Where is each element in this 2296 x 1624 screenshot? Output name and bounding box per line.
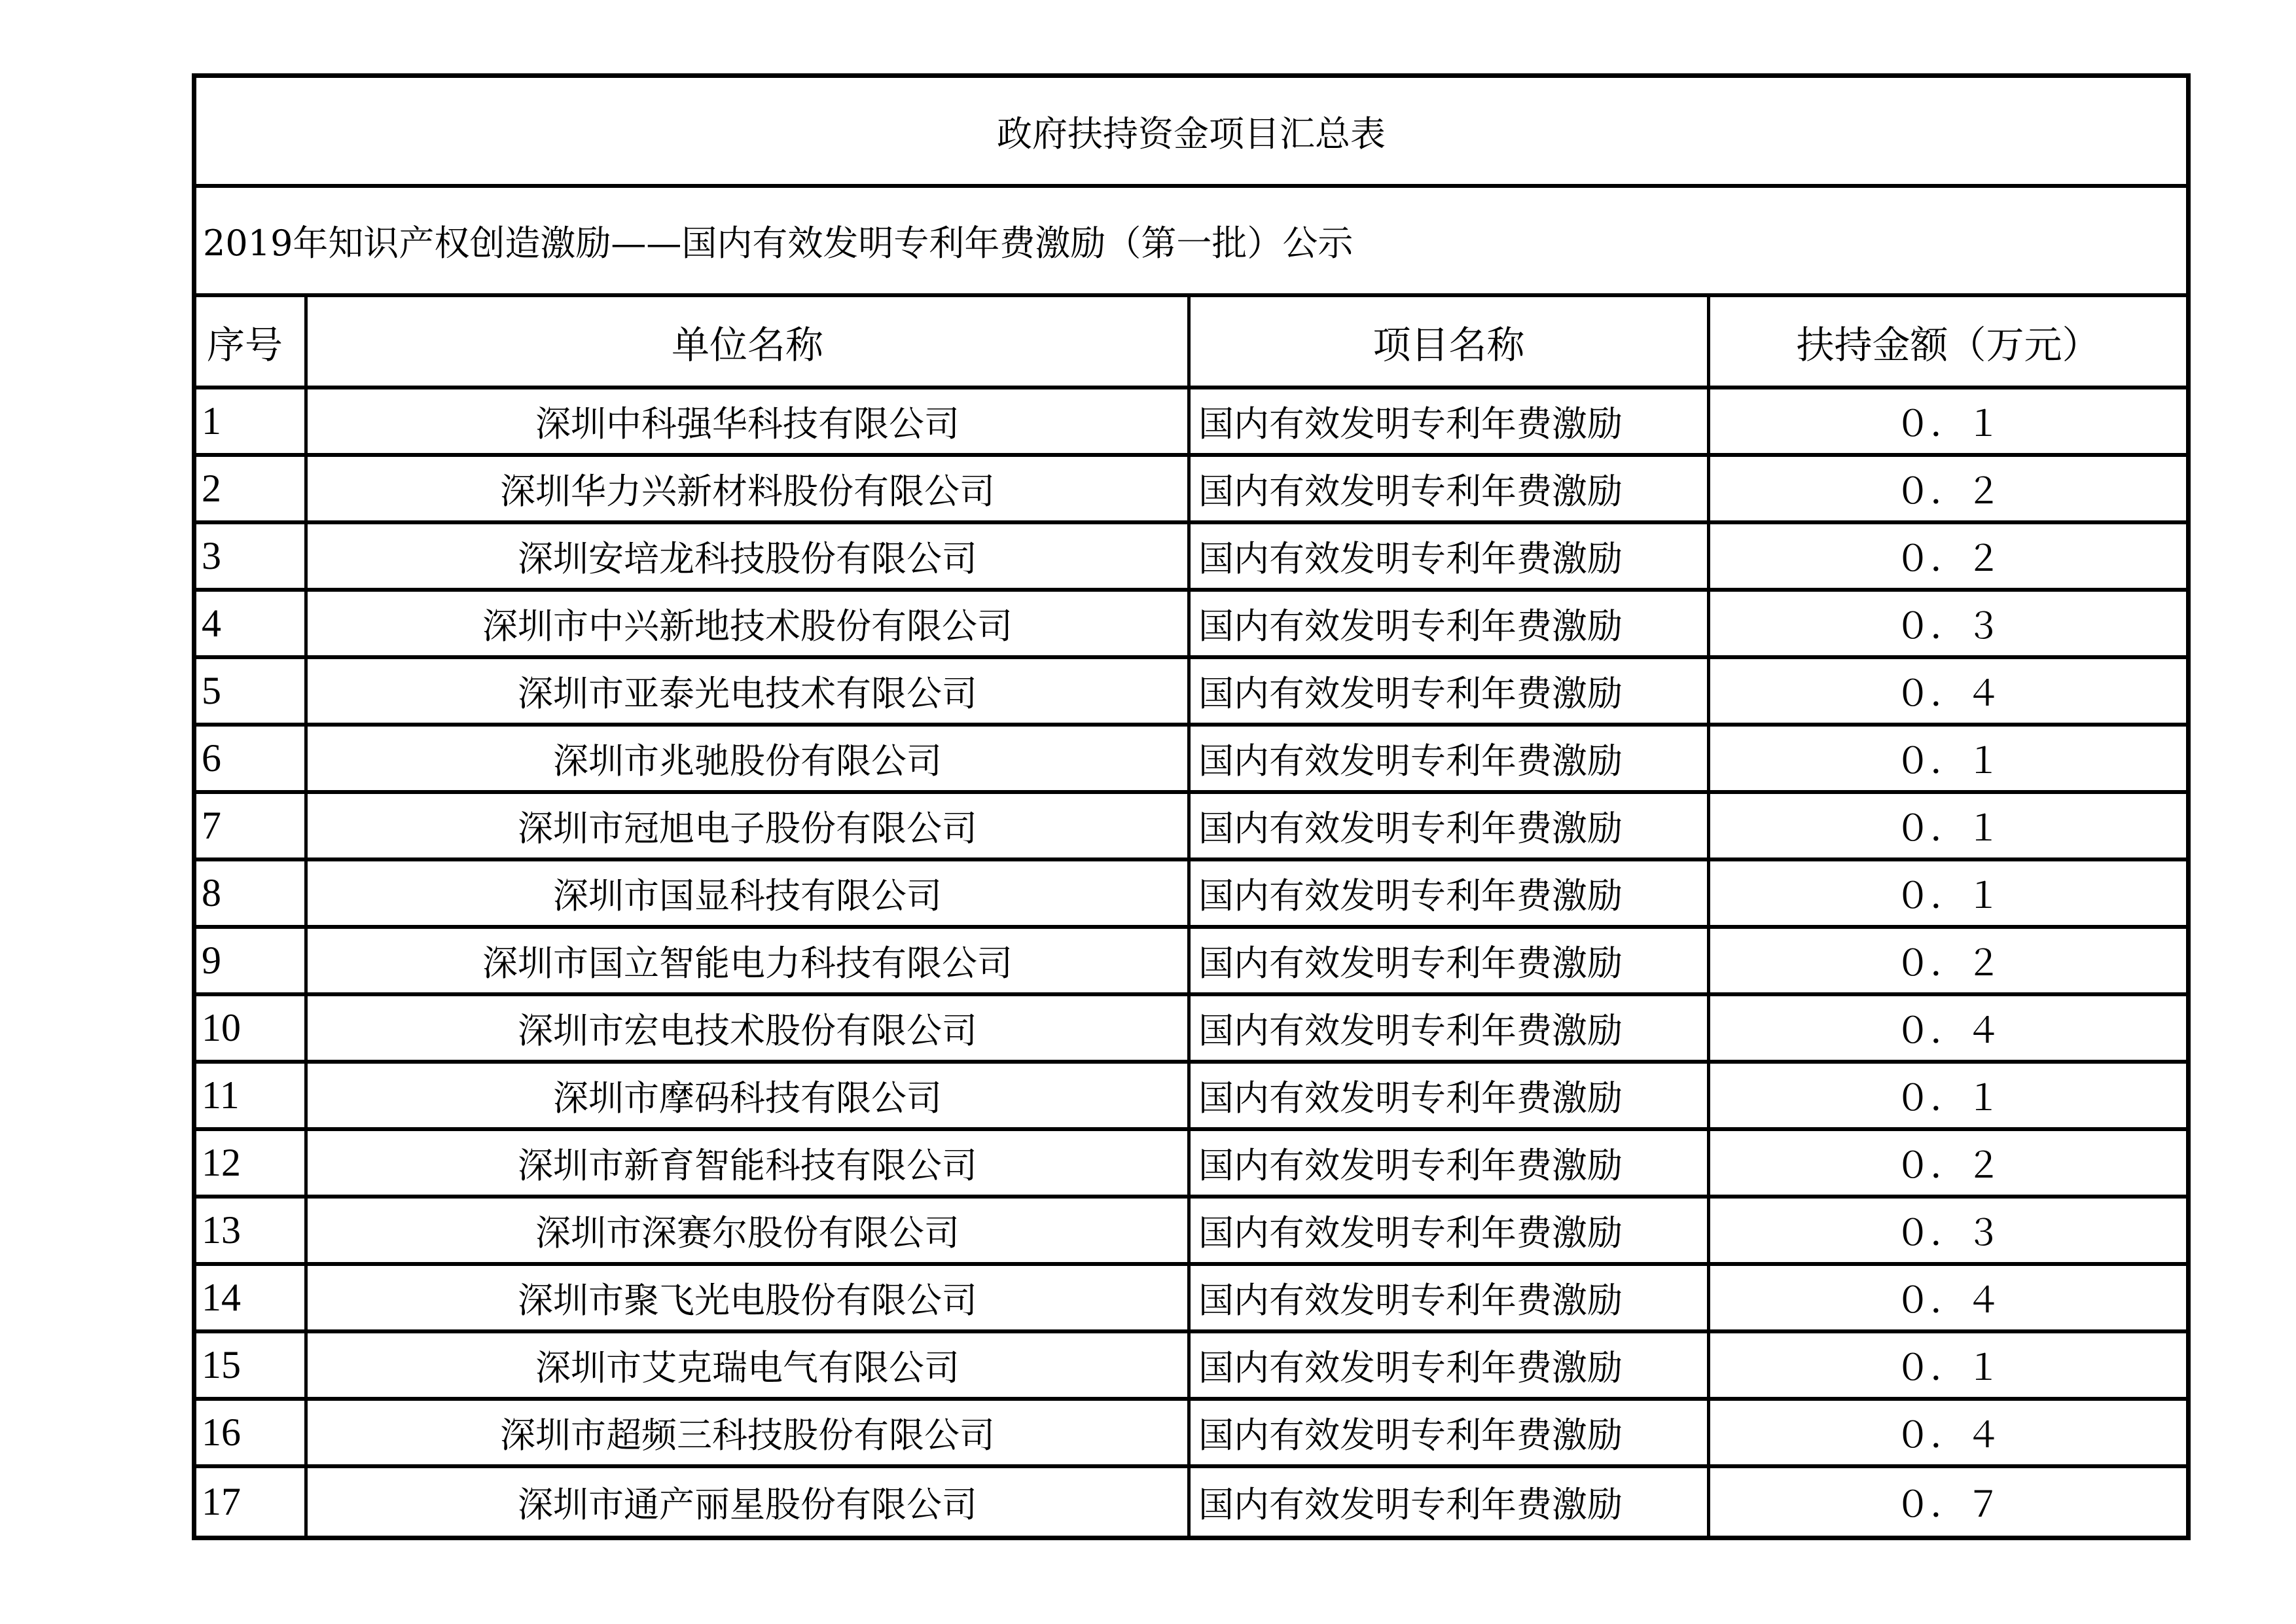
- row-unit-name: 深圳市摩码科技有限公司: [308, 1064, 1191, 1127]
- row-amount: ０．２: [1895, 943, 2001, 984]
- row-amount: ０．４: [1895, 1280, 2001, 1321]
- row-index: 6: [196, 727, 308, 790]
- row-project-name: 国内有效发明专利年费激励: [1191, 1468, 1710, 1536]
- table-title: 政府扶持资金项目汇总表: [997, 113, 1386, 154]
- table-row: [196, 861, 2186, 929]
- table-subtitle: 2019年知识产权创造激励——国内有效发明专利年费激励（第一批）公示: [203, 223, 1354, 264]
- row-project-name: 国内有效发明专利年费激励: [1191, 1199, 1710, 1262]
- row-amount: ０．４: [1895, 1415, 2001, 1456]
- row-project-name: 国内有效发明专利年费激励: [1191, 592, 1710, 655]
- row-index: 8: [196, 861, 308, 925]
- table-row: [196, 794, 2186, 861]
- table-row: [196, 524, 2186, 592]
- row-amount: ０．７: [1895, 1484, 2001, 1525]
- row-project-name: 国内有效发明专利年费激励: [1191, 996, 1710, 1060]
- funding-summary-table: [192, 73, 2191, 1540]
- table-row: [196, 1468, 2186, 1536]
- table-row: [196, 1199, 2186, 1266]
- row-amount: ０．１: [1895, 740, 2001, 782]
- row-project-name: 国内有效发明专利年费激励: [1191, 1333, 1710, 1397]
- row-index: 1: [196, 389, 308, 453]
- row-index: 9: [196, 929, 308, 992]
- header-project-name: 项目名称: [1191, 297, 1710, 386]
- row-index: 16: [196, 1401, 308, 1464]
- row-amount: ０．１: [1895, 808, 2001, 849]
- table-row: [196, 1266, 2186, 1333]
- row-project-name: 国内有效发明专利年费激励: [1191, 1131, 1710, 1195]
- table-row: [196, 1401, 2186, 1468]
- table-row: [196, 996, 2186, 1064]
- row-index: 12: [196, 1131, 308, 1195]
- row-unit-name: 深圳华力兴新材料股份有限公司: [308, 457, 1191, 520]
- table-row: [196, 659, 2186, 727]
- row-unit-name: 深圳市宏电技术股份有限公司: [308, 996, 1191, 1060]
- table-title-row: [196, 78, 2186, 188]
- row-unit-name: 深圳市中兴新地技术股份有限公司: [308, 592, 1191, 655]
- table-subtitle-row: [196, 188, 2186, 297]
- row-unit-name: 深圳市新育智能科技有限公司: [308, 1131, 1191, 1195]
- row-amount: ０．４: [1895, 1010, 2001, 1051]
- row-index: 11: [196, 1064, 308, 1127]
- row-project-name: 国内有效发明专利年费激励: [1191, 524, 1710, 588]
- table-row: [196, 592, 2186, 659]
- column-header-row: [196, 297, 2186, 389]
- table-row: [196, 1131, 2186, 1199]
- row-project-name: 国内有效发明专利年费激励: [1191, 389, 1710, 453]
- row-project-name: 国内有效发明专利年费激励: [1191, 1401, 1710, 1464]
- row-amount: ０．１: [1895, 1077, 2001, 1119]
- table-row: [196, 1064, 2186, 1131]
- row-unit-name: 深圳市超频三科技股份有限公司: [308, 1401, 1191, 1464]
- row-amount: ０．２: [1895, 471, 2001, 512]
- row-unit-name: 深圳市国显科技有限公司: [308, 861, 1191, 925]
- row-unit-name: 深圳市兆驰股份有限公司: [308, 727, 1191, 790]
- table-row: [196, 389, 2186, 457]
- row-unit-name: 深圳市深赛尔股份有限公司: [308, 1199, 1191, 1262]
- row-index: 14: [196, 1266, 308, 1329]
- row-unit-name: 深圳市聚飞光电股份有限公司: [308, 1266, 1191, 1329]
- row-index: 17: [196, 1468, 308, 1536]
- row-amount: ０．３: [1895, 605, 2001, 647]
- header-unit-name: 单位名称: [308, 297, 1191, 386]
- header-index: 序号: [196, 297, 308, 386]
- header-amount: 扶持金额（万元）: [1796, 322, 2100, 367]
- row-unit-name: 深圳市通产丽星股份有限公司: [308, 1468, 1191, 1536]
- table-row: [196, 1333, 2186, 1401]
- row-amount: ０．４: [1895, 673, 2001, 714]
- row-project-name: 国内有效发明专利年费激励: [1191, 457, 1710, 520]
- row-amount: ０．２: [1895, 1145, 2001, 1186]
- row-index: 15: [196, 1333, 308, 1397]
- row-index: 7: [196, 794, 308, 857]
- row-project-name: 国内有效发明专利年费激励: [1191, 659, 1710, 723]
- row-unit-name: 深圳市国立智能电力科技有限公司: [308, 929, 1191, 992]
- row-index: 10: [196, 996, 308, 1060]
- row-unit-name: 深圳中科强华科技有限公司: [308, 389, 1191, 453]
- table-row: [196, 929, 2186, 996]
- row-amount: ０．３: [1895, 1212, 2001, 1254]
- row-index: 3: [196, 524, 308, 588]
- row-project-name: 国内有效发明专利年费激励: [1191, 1064, 1710, 1127]
- row-index: 2: [196, 457, 308, 520]
- row-project-name: 国内有效发明专利年费激励: [1191, 794, 1710, 857]
- row-unit-name: 深圳市艾克瑞电气有限公司: [308, 1333, 1191, 1397]
- table-row: [196, 457, 2186, 524]
- row-project-name: 国内有效发明专利年费激励: [1191, 861, 1710, 925]
- row-amount: ０．１: [1895, 403, 2001, 444]
- row-amount: ０．１: [1895, 1347, 2001, 1388]
- row-project-name: 国内有效发明专利年费激励: [1191, 727, 1710, 790]
- row-unit-name: 深圳市冠旭电子股份有限公司: [308, 794, 1191, 857]
- row-unit-name: 深圳市亚泰光电技术有限公司: [308, 659, 1191, 723]
- row-project-name: 国内有效发明专利年费激励: [1191, 929, 1710, 992]
- row-index: 5: [196, 659, 308, 723]
- row-amount: ０．２: [1895, 538, 2001, 579]
- table-row: [196, 727, 2186, 794]
- row-unit-name: 深圳安培龙科技股份有限公司: [308, 524, 1191, 588]
- row-index: 4: [196, 592, 308, 655]
- row-project-name: 国内有效发明专利年费激励: [1191, 1266, 1710, 1329]
- row-index: 13: [196, 1199, 308, 1262]
- row-amount: ０．１: [1895, 875, 2001, 916]
